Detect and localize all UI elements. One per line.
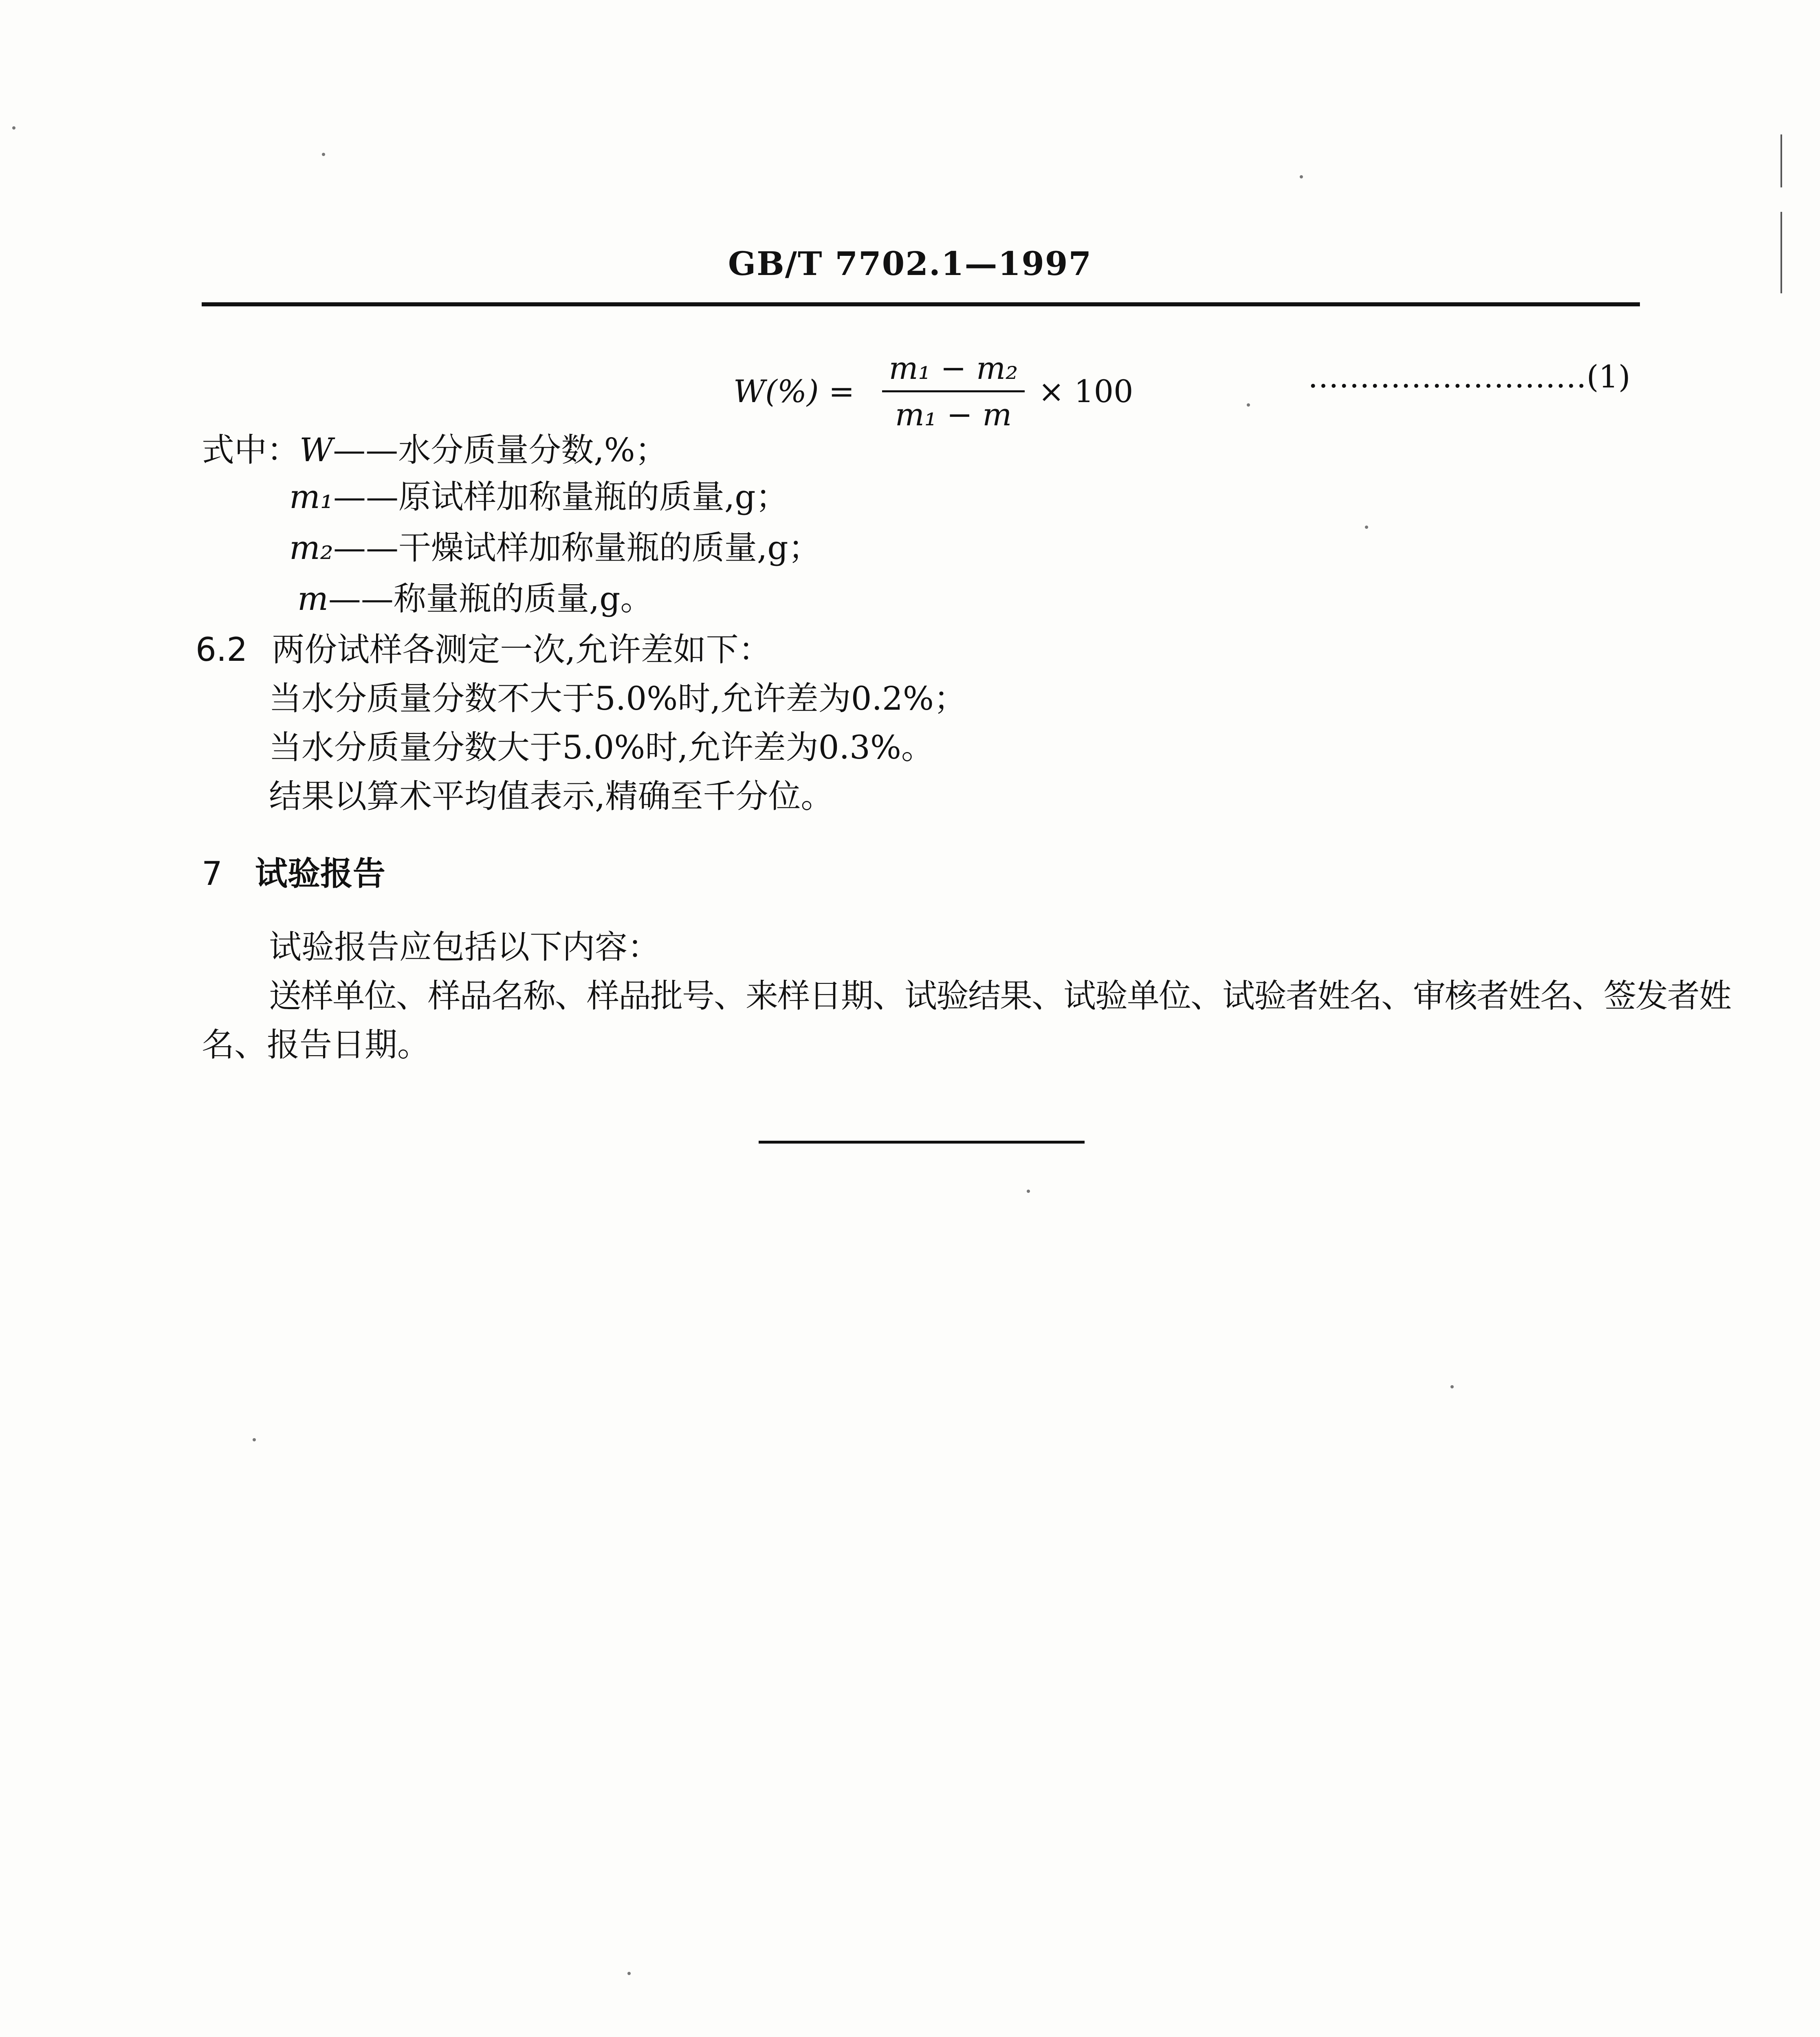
scan-speck: [1365, 526, 1368, 529]
tolerance-line-2: 当水分质量分数大于5.0%时,允许差为0.3%。: [269, 728, 934, 766]
scan-speck: [253, 1438, 256, 1441]
section-7-title: 试验报告: [255, 855, 385, 893]
where-text-m: ——称量瓶的质量,g。: [328, 580, 653, 618]
end-of-document-rule: [759, 1141, 1085, 1144]
section-7-heading: [202, 854, 385, 894]
section-6-2-title: 两份试样各测定一次,允许差如下：: [272, 631, 771, 669]
formula-fraction: [882, 350, 1024, 433]
formula-multiplier: × 100: [1038, 373, 1133, 409]
where-symbol-m: m: [297, 580, 328, 618]
formula-denominator: m₁ − m: [895, 396, 1012, 433]
where-text-w: ——水分质量分数,%；: [333, 431, 668, 469]
tolerance-line-1: 当水分质量分数不大于5.0%时,允许差为0.2%；: [269, 680, 966, 717]
section-7-number: 7: [202, 855, 222, 893]
where-line-m: [297, 579, 653, 619]
scan-speck: [12, 126, 15, 130]
scan-speck: [1450, 1385, 1454, 1388]
result-precision-line: 结果以算术平均值表示,精确至千分位。: [269, 777, 834, 815]
scan-speck: [1247, 403, 1250, 407]
report-content-line-2: 名、报告日期。: [202, 1026, 430, 1064]
where-symbol-w: W: [299, 431, 333, 469]
report-content-line-1: 送样单位、样品名称、样品批号、来样日期、试验结果、试验单位、试验者姓名、审核者姓名、签发者姓: [269, 977, 1731, 1015]
header-rule: [202, 302, 1640, 306]
section-6-2-heading: [196, 629, 771, 670]
standard-code-header: GB/T 7702.1—1997: [728, 244, 1092, 283]
where-symbol-m2: m₂: [289, 529, 333, 567]
scan-speck: [1300, 175, 1303, 178]
moisture-formula: [733, 346, 1133, 436]
scan-speck: [322, 153, 325, 156]
scan-speck: [1027, 1190, 1030, 1193]
report-intro-line: 试验报告应包括以下内容：: [269, 928, 660, 966]
scan-edge-mark: [1780, 134, 1782, 187]
equation-number: ………………………(1): [1308, 359, 1631, 395]
formula-lhs: W(%) =: [733, 373, 855, 409]
where-line-m1: [289, 477, 788, 517]
where-line-w: [202, 430, 668, 471]
where-text-m1: ——原试样加称量瓶的质量,g；: [333, 478, 788, 516]
scan-edge-mark: [1780, 212, 1782, 293]
section-6-2-number: 6.2: [196, 631, 248, 669]
where-text-m2: ——干燥试样加称量瓶的质量,g；: [333, 529, 821, 567]
scan-speck: [627, 1972, 631, 1975]
where-intro: 式中：: [202, 431, 299, 469]
fraction-bar: [882, 390, 1024, 392]
where-symbol-m1: m₁: [289, 478, 333, 516]
where-line-m2: [289, 528, 821, 568]
formula-numerator: m₁ − m₂: [889, 350, 1018, 386]
